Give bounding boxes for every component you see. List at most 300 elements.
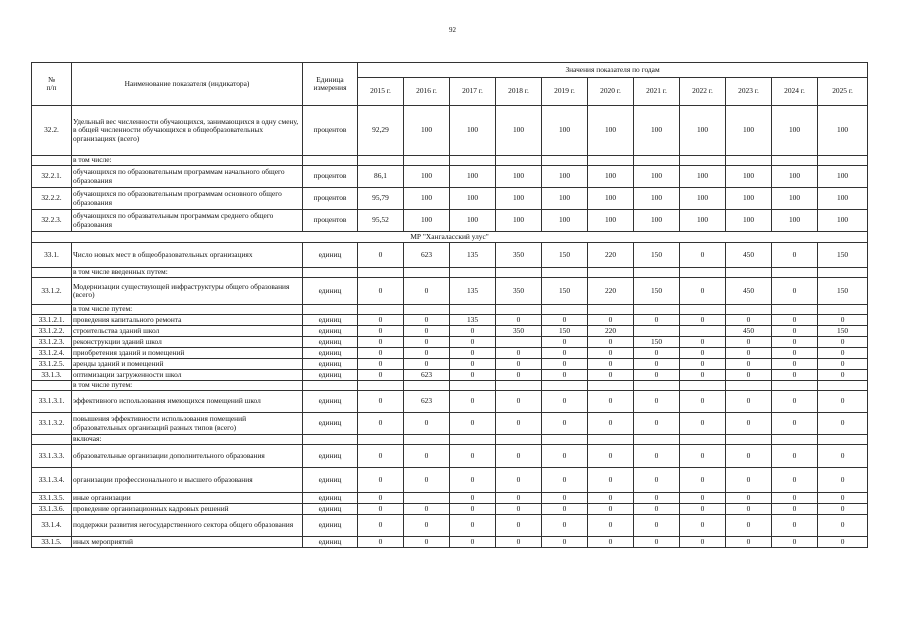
- row-value: 0: [496, 370, 542, 381]
- row-value: 0: [358, 278, 404, 305]
- row-code: 33.1.3.1.: [32, 391, 72, 413]
- row-value: [634, 326, 680, 337]
- row-name: проведение организационных кадровых решений: [72, 504, 303, 515]
- row-value: 0: [634, 445, 680, 468]
- empty-cell: [542, 435, 588, 445]
- row-value: 100: [542, 210, 588, 232]
- row-value: 0: [772, 537, 818, 548]
- row-value: 0: [772, 515, 818, 537]
- empty-cell: [772, 268, 818, 278]
- row-unit: единиц: [303, 243, 358, 268]
- table-row: [32, 493, 868, 504]
- row-value: 0: [404, 468, 450, 493]
- row-value: 0: [726, 391, 772, 413]
- row-code: [32, 305, 72, 315]
- row-value: 0: [358, 504, 404, 515]
- empty-cell: [303, 381, 358, 391]
- row-value: 0: [772, 243, 818, 268]
- empty-cell: [726, 156, 772, 166]
- empty-cell: [450, 156, 496, 166]
- row-value: 0: [542, 504, 588, 515]
- row-value: 0: [772, 504, 818, 515]
- row-unit: единиц: [303, 326, 358, 337]
- row-code: 33.1.: [32, 243, 72, 268]
- row-value: 100: [496, 106, 542, 156]
- row-value: 100: [450, 210, 496, 232]
- row-value: 0: [450, 359, 496, 370]
- header-num: № п/п: [32, 63, 72, 106]
- row-value: 0: [726, 537, 772, 548]
- row-code: 32.2.2.: [32, 188, 72, 210]
- row-code: 33.1.3.5.: [32, 493, 72, 504]
- row-value: 0: [772, 445, 818, 468]
- row-value: 0: [588, 348, 634, 359]
- table-row: [32, 166, 868, 188]
- empty-cell: [772, 156, 818, 166]
- row-value: 0: [542, 515, 588, 537]
- subheading-row: [32, 156, 868, 166]
- empty-cell: [303, 305, 358, 315]
- row-value: 623: [404, 370, 450, 381]
- row-value: 95,79: [358, 188, 404, 210]
- row-code: 33.1.4.: [32, 515, 72, 537]
- table-row: [32, 413, 868, 435]
- header-year: 2015 г.: [358, 78, 404, 106]
- empty-cell: [634, 156, 680, 166]
- row-value: 0: [496, 348, 542, 359]
- row-value: 0: [772, 315, 818, 326]
- row-value: 0: [358, 537, 404, 548]
- empty-cell: [818, 381, 868, 391]
- row-unit: единиц: [303, 493, 358, 504]
- row-value: 0: [634, 504, 680, 515]
- row-value: 0: [542, 337, 588, 348]
- row-unit: единиц: [303, 413, 358, 435]
- row-value: 100: [772, 188, 818, 210]
- row-value: 0: [772, 468, 818, 493]
- row-value: 100: [496, 210, 542, 232]
- row-value: 100: [680, 188, 726, 210]
- row-value: 100: [634, 188, 680, 210]
- row-value: 0: [358, 359, 404, 370]
- row-value: 623: [404, 243, 450, 268]
- empty-cell: [496, 268, 542, 278]
- row-value: 0: [450, 391, 496, 413]
- row-value: 0: [818, 504, 868, 515]
- row-value: 0: [542, 537, 588, 548]
- row-value: 100: [634, 106, 680, 156]
- row-value: 0: [818, 413, 868, 435]
- empty-cell: [358, 435, 404, 445]
- row-value: 0: [818, 537, 868, 548]
- row-code: 33.1.2.5.: [32, 359, 72, 370]
- header-year: 2019 г.: [542, 78, 588, 106]
- row-name: поддержки развития негосударственного сектора общего образования: [72, 515, 303, 537]
- row-code: 33.1.2.3.: [32, 337, 72, 348]
- header-year: 2023 г.: [726, 78, 772, 106]
- row-name: организации профессионального и высшего образования: [72, 468, 303, 493]
- row-value: 0: [634, 359, 680, 370]
- subheading-row: [32, 381, 868, 391]
- row-name: Модернизации существующей инфраструктуры общего образования (всего): [72, 278, 303, 305]
- header-year: 2018 г.: [496, 78, 542, 106]
- table-row: [32, 188, 868, 210]
- empty-cell: [634, 305, 680, 315]
- empty-cell: [496, 435, 542, 445]
- empty-cell: [634, 435, 680, 445]
- empty-cell: [303, 268, 358, 278]
- row-value: 150: [634, 278, 680, 305]
- empty-cell: [588, 435, 634, 445]
- header-year: 2016 г.: [404, 78, 450, 106]
- row-value: 0: [496, 391, 542, 413]
- row-value: 0: [772, 359, 818, 370]
- row-value: 0: [404, 504, 450, 515]
- row-name: обучающихся по образовательным программам основного общего образования: [72, 188, 303, 210]
- row-value: 100: [680, 166, 726, 188]
- header-year: 2017 г.: [450, 78, 496, 106]
- row-unit: единиц: [303, 370, 358, 381]
- row-value: 95,52: [358, 210, 404, 232]
- row-value: 0: [680, 348, 726, 359]
- row-value: 0: [634, 468, 680, 493]
- table-row: [32, 348, 868, 359]
- row-value: 450: [726, 326, 772, 337]
- empty-cell: [680, 435, 726, 445]
- empty-cell: [404, 156, 450, 166]
- row-unit: единиц: [303, 278, 358, 305]
- row-value: 0: [680, 445, 726, 468]
- row-value: 0: [450, 515, 496, 537]
- row-value: 0: [450, 445, 496, 468]
- table-row: [32, 537, 868, 548]
- row-code: 33.1.2.: [32, 278, 72, 305]
- row-value: 0: [726, 348, 772, 359]
- table-row: [32, 106, 868, 156]
- row-value: 150: [818, 243, 868, 268]
- subheading-row: [32, 305, 868, 315]
- empty-cell: [450, 381, 496, 391]
- row-value: 350: [496, 278, 542, 305]
- row-value: 150: [818, 278, 868, 305]
- subheading-text: в том числе:: [72, 156, 303, 166]
- empty-cell: [680, 305, 726, 315]
- row-unit: процентов: [303, 210, 358, 232]
- header-year: 2024 г.: [772, 78, 818, 106]
- empty-cell: [496, 381, 542, 391]
- row-value: 100: [680, 210, 726, 232]
- row-value: 450: [726, 278, 772, 305]
- empty-cell: [772, 305, 818, 315]
- row-code: 33.1.2.2.: [32, 326, 72, 337]
- row-value: 0: [726, 445, 772, 468]
- row-value: 0: [542, 359, 588, 370]
- table-row: [32, 243, 868, 268]
- row-unit: единиц: [303, 515, 358, 537]
- row-name: оптимизации загруженности школ: [72, 370, 303, 381]
- row-value: 0: [726, 359, 772, 370]
- empty-cell: [404, 305, 450, 315]
- row-code: 33.1.3.3.: [32, 445, 72, 468]
- row-value: 0: [588, 445, 634, 468]
- row-value: 0: [404, 515, 450, 537]
- row-value: 0: [358, 493, 404, 504]
- header-year: 2022 г.: [680, 78, 726, 106]
- row-unit: единиц: [303, 445, 358, 468]
- row-value: 220: [588, 243, 634, 268]
- row-value: 0: [726, 515, 772, 537]
- subheading-text: включая:: [72, 435, 303, 445]
- row-value: 0: [358, 413, 404, 435]
- row-name: строительства зданий школ: [72, 326, 303, 337]
- row-unit: процентов: [303, 188, 358, 210]
- empty-cell: [358, 381, 404, 391]
- row-value: 0: [818, 468, 868, 493]
- row-value: 0: [358, 515, 404, 537]
- table-row: [32, 445, 868, 468]
- empty-cell: [588, 268, 634, 278]
- row-value: 100: [450, 106, 496, 156]
- empty-cell: [726, 305, 772, 315]
- row-name: Удельный вес численности обучающихся, занимающихся в одну смену, в общей численности обучающихся в общеобразовательных организациях (всего): [72, 106, 303, 156]
- row-name: обучающихся по образвательным программам среднего общего образования: [72, 210, 303, 232]
- row-value: 100: [450, 188, 496, 210]
- row-code: 32.2.3.: [32, 210, 72, 232]
- row-value: 0: [818, 370, 868, 381]
- empty-cell: [303, 156, 358, 166]
- row-value: 100: [726, 166, 772, 188]
- row-value: 0: [358, 370, 404, 381]
- row-value: 0: [818, 391, 868, 413]
- row-value: 0: [818, 445, 868, 468]
- empty-cell: [818, 156, 868, 166]
- row-value: 150: [634, 243, 680, 268]
- empty-cell: [634, 268, 680, 278]
- section-title: МР "Хангаласский улус": [32, 232, 868, 243]
- header-name: Наименование показателя (индикатора): [72, 63, 303, 106]
- row-value: 0: [680, 243, 726, 268]
- row-unit: процентов: [303, 106, 358, 156]
- row-value: 0: [818, 337, 868, 348]
- row-value: 100: [496, 188, 542, 210]
- empty-cell: [772, 381, 818, 391]
- row-name: реконструкции зданий школ: [72, 337, 303, 348]
- section-row: [32, 232, 868, 243]
- row-value: 0: [680, 468, 726, 493]
- table-row: [32, 468, 868, 493]
- row-value: 0: [634, 315, 680, 326]
- header-year: 2025 г.: [818, 78, 868, 106]
- row-value: 0: [404, 315, 450, 326]
- row-value: 0: [588, 359, 634, 370]
- row-value: 0: [358, 337, 404, 348]
- header-row-top: [32, 63, 868, 78]
- empty-cell: [542, 305, 588, 315]
- row-value: 0: [588, 413, 634, 435]
- row-value: 135: [450, 243, 496, 268]
- row-value: 100: [772, 106, 818, 156]
- row-value: 100: [588, 166, 634, 188]
- empty-cell: [358, 305, 404, 315]
- row-value: 0: [542, 445, 588, 468]
- row-value: 100: [542, 106, 588, 156]
- empty-cell: [450, 435, 496, 445]
- row-value: 0: [726, 337, 772, 348]
- row-code: 33.1.2.1.: [32, 315, 72, 326]
- empty-cell: [358, 268, 404, 278]
- row-value: 0: [496, 413, 542, 435]
- row-value: 150: [634, 337, 680, 348]
- row-value: 0: [818, 493, 868, 504]
- row-code: 32.2.1.: [32, 166, 72, 188]
- row-value: 0: [818, 515, 868, 537]
- row-value: 0: [496, 515, 542, 537]
- row-value: 0: [450, 468, 496, 493]
- row-name: эффективного использования имеющихся помещений школ: [72, 391, 303, 413]
- row-value: 100: [726, 188, 772, 210]
- row-value: 100: [634, 166, 680, 188]
- row-value: 0: [634, 348, 680, 359]
- table-row: [32, 326, 868, 337]
- row-value: 0: [450, 370, 496, 381]
- row-value: 0: [680, 315, 726, 326]
- empty-cell: [496, 305, 542, 315]
- row-value: 0: [450, 413, 496, 435]
- row-value: 0: [358, 315, 404, 326]
- row-value: 0: [588, 315, 634, 326]
- row-unit: единиц: [303, 391, 358, 413]
- row-value: 100: [542, 166, 588, 188]
- empty-cell: [404, 435, 450, 445]
- page-number: 92: [449, 26, 456, 34]
- row-value: 0: [634, 493, 680, 504]
- row-value: 0: [772, 413, 818, 435]
- row-value: 0: [818, 348, 868, 359]
- empty-cell: [680, 268, 726, 278]
- row-value: 0: [496, 493, 542, 504]
- empty-cell: [726, 268, 772, 278]
- row-value: 0: [358, 243, 404, 268]
- empty-cell: [588, 381, 634, 391]
- header-year: 2020 г.: [588, 78, 634, 106]
- row-value: 100: [726, 106, 772, 156]
- empty-cell: [818, 268, 868, 278]
- row-value: 100: [772, 210, 818, 232]
- row-value: 0: [542, 468, 588, 493]
- table-row: [32, 370, 868, 381]
- table-row: [32, 337, 868, 348]
- row-value: 0: [404, 278, 450, 305]
- row-value: 0: [358, 445, 404, 468]
- row-name: повышения эффективности использования помещений образовательных организаций разных типов (всего): [72, 413, 303, 435]
- row-value: 0: [680, 504, 726, 515]
- row-value: 0: [542, 315, 588, 326]
- empty-cell: [450, 268, 496, 278]
- row-value: 0: [450, 348, 496, 359]
- row-value: 220: [588, 278, 634, 305]
- empty-cell: [818, 305, 868, 315]
- row-value: 0: [496, 445, 542, 468]
- row-unit: единиц: [303, 359, 358, 370]
- row-value: 0: [542, 493, 588, 504]
- empty-cell: [634, 381, 680, 391]
- row-code: 33.1.3.: [32, 370, 72, 381]
- row-code: [32, 268, 72, 278]
- row-value: 150: [542, 243, 588, 268]
- empty-cell: [303, 435, 358, 445]
- header-unit: Единица измерения: [303, 63, 358, 106]
- row-value: 100: [818, 210, 868, 232]
- table-row: [32, 391, 868, 413]
- row-value: 0: [634, 413, 680, 435]
- empty-cell: [726, 435, 772, 445]
- row-value: 0: [450, 326, 496, 337]
- row-value: 0: [588, 370, 634, 381]
- row-name: иные организации: [72, 493, 303, 504]
- table-row: [32, 515, 868, 537]
- row-value: 0: [358, 468, 404, 493]
- row-value: 100: [404, 166, 450, 188]
- row-value: 0: [772, 493, 818, 504]
- row-value: 0: [680, 391, 726, 413]
- row-value: 0: [404, 337, 450, 348]
- row-value: 623: [404, 391, 450, 413]
- row-value: 0: [450, 337, 496, 348]
- table-body: [32, 106, 868, 548]
- row-value: 0: [358, 326, 404, 337]
- row-value: 0: [588, 493, 634, 504]
- row-code: 32.2.: [32, 106, 72, 156]
- empty-cell: [496, 156, 542, 166]
- row-code: 33.1.2.4.: [32, 348, 72, 359]
- row-value: 450: [726, 243, 772, 268]
- row-unit: единиц: [303, 348, 358, 359]
- row-value: 0: [588, 468, 634, 493]
- empty-cell: [588, 156, 634, 166]
- empty-cell: [358, 156, 404, 166]
- row-value: 0: [358, 348, 404, 359]
- row-value: 150: [542, 278, 588, 305]
- row-name: проведения капитального ремонта: [72, 315, 303, 326]
- empty-cell: [542, 156, 588, 166]
- row-value: 0: [634, 370, 680, 381]
- row-value: 100: [496, 166, 542, 188]
- subheading-row: [32, 268, 868, 278]
- row-value: 0: [450, 493, 496, 504]
- table-row: [32, 359, 868, 370]
- row-value: 0: [404, 359, 450, 370]
- row-value: 150: [818, 326, 868, 337]
- row-value: 135: [450, 278, 496, 305]
- row-value: 0: [588, 337, 634, 348]
- row-value: 0: [772, 370, 818, 381]
- row-value: 100: [818, 188, 868, 210]
- empty-cell: [542, 268, 588, 278]
- empty-cell: [726, 381, 772, 391]
- row-value: 0: [542, 348, 588, 359]
- row-value: 0: [772, 391, 818, 413]
- row-value: 0: [772, 278, 818, 305]
- row-value: 0: [680, 515, 726, 537]
- empty-cell: [404, 381, 450, 391]
- row-value: 0: [680, 370, 726, 381]
- table-row: [32, 278, 868, 305]
- row-value: 0: [772, 337, 818, 348]
- row-value: 0: [680, 337, 726, 348]
- row-unit: единиц: [303, 468, 358, 493]
- row-unit: единиц: [303, 337, 358, 348]
- row-value: 100: [588, 106, 634, 156]
